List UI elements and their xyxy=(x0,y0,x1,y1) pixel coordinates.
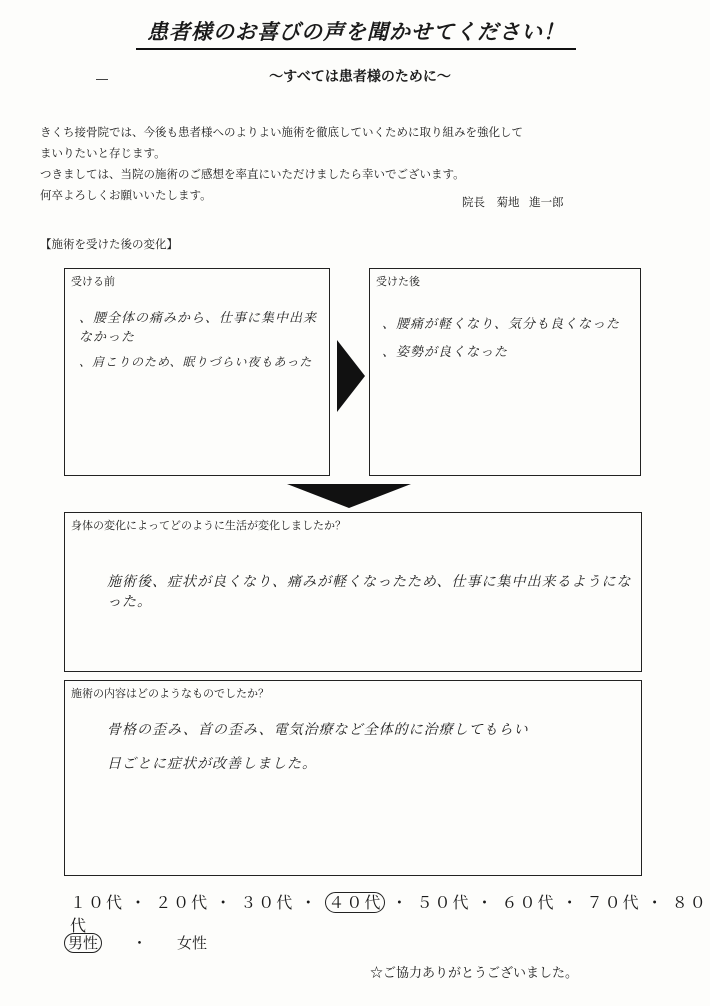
intro-line: まいりたいと存じます。 xyxy=(40,146,166,160)
after-box xyxy=(369,268,641,476)
age-option[interactable]: ８０代 xyxy=(70,893,708,935)
treatment-answer-line: 日ごとに症状が改善しました。 xyxy=(107,756,317,772)
survey-subtitle: ～すべては患者様のために～ xyxy=(269,69,451,85)
age-option[interactable]: ５０代 xyxy=(416,893,471,912)
survey-title: 患者様のお喜びの声を聞かせてください！ xyxy=(136,16,576,50)
change-section-label: 【施術を受けた後の変化】 xyxy=(40,237,178,251)
treatment-answer-line: 骨格の歪み、首の歪み、電気治療など全体的に治療してもらい xyxy=(107,722,529,738)
age-option[interactable]: １０代 xyxy=(70,893,125,912)
before-answer-line: 、肩こりのため、眠りづらい夜もあった xyxy=(79,355,313,369)
treatment-box xyxy=(64,680,642,876)
intro-line: つきましては、当院の施術のご感想を率直にいただけましたら幸いでございます。 xyxy=(40,167,465,181)
treatment-question: 施術の内容はどのようなものでしたか？ xyxy=(71,687,269,700)
gender-options xyxy=(64,932,207,953)
intro-line: きくち接骨院では、今後も患者様へのよりよい施術を徹底していくために取り組みを強化して xyxy=(40,125,523,139)
age-option[interactable]: ３０代 xyxy=(240,893,295,912)
stray-mark xyxy=(96,79,108,80)
after-answer-line: 、姿勢が良くなった xyxy=(382,345,509,360)
before-label: 受ける前 xyxy=(71,275,115,288)
gender-female[interactable]: 女性 xyxy=(177,934,208,952)
arrow-right-icon xyxy=(337,340,365,412)
gender-separator: ・ xyxy=(132,934,148,952)
age-option[interactable]: ６０代 xyxy=(501,893,556,912)
arrow-down-icon xyxy=(287,484,411,508)
age-option-selected[interactable]: ４０代 xyxy=(325,892,385,913)
gender-male-selected[interactable]: 男性 xyxy=(64,933,102,953)
before-answer-line: 、腰全体の痛みから、仕事に集中出来なかった xyxy=(79,311,318,345)
intro-line: 何卒よろしくお願いいたします。 xyxy=(40,188,212,202)
after-label: 受けた後 xyxy=(376,275,420,288)
before-box xyxy=(64,268,330,476)
life-change-answer: 施術後、症状が良くなり、痛みが軽くなったため、仕事に集中出来るようになった。 xyxy=(107,574,632,610)
thanks-message: ☆ご協力ありがとうございました。 xyxy=(370,966,579,981)
age-option[interactable]: ２０代 xyxy=(155,893,210,912)
life-change-question: 身体の変化によってどのように生活が変化しましたか？ xyxy=(71,519,346,532)
age-option[interactable]: ７０代 xyxy=(586,893,641,912)
director-signature: 院長 菊地 進一郎 xyxy=(462,195,564,209)
age-options: １０代 ・ ２０代 ・ ３０代 ・ ４０代 ・ ５０代 ・ ６０代 ・ ７０代 ・ ８０代 xyxy=(70,893,708,935)
after-answer-line: 、腰痛が軽くなり、気分も良くなった xyxy=(382,317,621,332)
life-change-box xyxy=(64,512,642,672)
